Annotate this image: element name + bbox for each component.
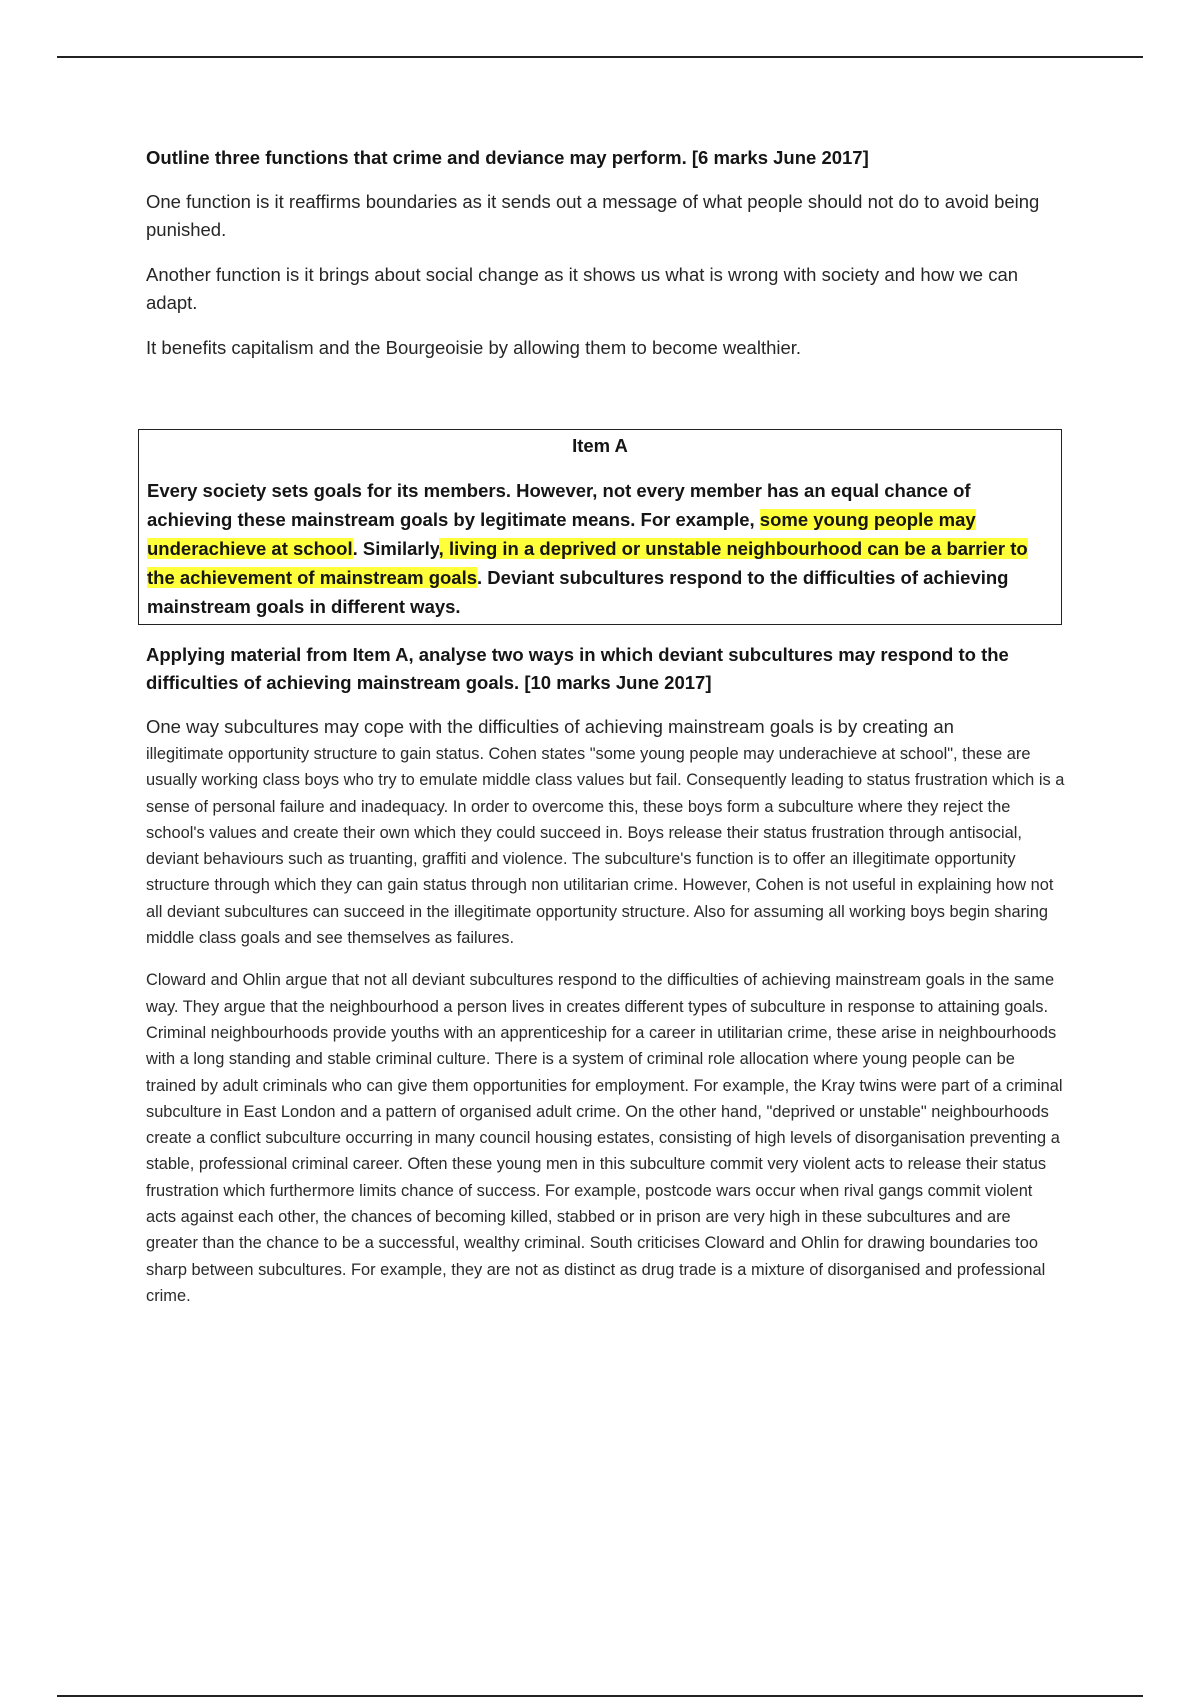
essay-paragraph-2: Cloward and Ohlin argue that not all deviant subcultures respond to the difficulties of achieving mainstream goals in the same way. They argue that the neighbourhood a person lives in creates different types of subculture in response to attaining goals. Criminal neighbourhoods provide youths with an apprenticeship for a career in utilitarian crime, these arise in neighbourhoods with a long standing and stable criminal culture. There is a system of criminal role allocation where young people can be trained by adult criminals who can give them opportunities for employment. For example, the Kray twins were part of a criminal subculture in East London and a pattern of organised adult crime. On the other hand, "deprived or unstable" neighbourhoods create a conflict subculture occurring in many council housing estates, consisting of high levels of disorganisation preventing a stable, professional criminal career. Often these young men in this subculture commit very violent acts to release their status frustration which furthermore limits chance of success. For example, postcode wars occur when rival gangs commit violent acts against each other, the chances of becoming killed, stabbed or in prison are very high in these subcultures and are greater than the chance to be a successful, wealthy criminal. South criticises Cloward and Ohlin for drawing boundaries too sharp between subcultures. For example, they are not as distinct as drug trade is a mixture of disorganised and professional crime. (146, 971, 1063, 1305)
top-divider (57, 56, 1143, 58)
question-1-heading: Outline three functions that crime and deviance may perform. [6 marks June 2017] (146, 147, 869, 168)
item-a-text-segment: . Deviant subcultures respond to the difficulties of achieving mainstream goals in different ways. (147, 567, 1009, 617)
question-2-heading: Applying material from Item A, analyse two ways in which deviant subcultures may respond to the difficulties of achieving mainstream goals. [10 marks June 2017] (146, 644, 1009, 693)
answer-3-paragraph: It benefits capitalism and the Bourgeoisie by allowing them to become wealthier. (146, 337, 802, 358)
answer-2-paragraph: Another function is it brings about social change as it shows us what is wrong with society and how we can adapt. (146, 264, 1019, 313)
essay-paragraph-1-first-line: One way subcultures may cope with the difficulties of achieving mainstream goals is by creating an (146, 716, 954, 737)
item-a-text-segment: Every society sets goals for its members. However, not every member has an equal chance of achieving these mainstream goals by legitimate means. For example, (147, 480, 971, 530)
item-a-highlight-underachieve: some young people may underachieve at school (147, 509, 976, 559)
item-a-highlight-neighbourhood: , living in a deprived or unstable neighbourhood can be a barrier to the achievement of mainstream goals (147, 538, 1028, 588)
document-body (146, 144, 1066, 1325)
item-a-title: Item A (572, 435, 628, 456)
item-a-text (147, 476, 1053, 621)
answer-1-paragraph: One function is it reaffirms boundaries as it sends out a message of what people should not do to avoid being punished. (146, 191, 1040, 240)
essay-paragraph-1: illegitimate opportunity structure to gain status. Cohen states "some young people may underachieve at school", these are usually working class boys who try to emulate middle class values but fail. Consequently leading to status frustration which is a sense of personal failure and inadequacy. In order to overcome this, these boys form a subculture where they reject the school's values and create their own which they could succeed in. Boys release their status frustration through antisocial, deviant behaviours such as truanting, graffiti and violence. The subculture's function is to offer an illegitimate opportunity structure through which they can gain status through non utilitarian crime. However, Cohen is not useful in explaining how not all deviant subcultures can succeed in the illegitimate opportunity structure. Also for assuming all working boys begin sharing middle class goals and see themselves as failures. (146, 745, 1065, 948)
bottom-divider (57, 1695, 1143, 1697)
item-a-box (138, 429, 1062, 625)
item-a-text-segment: . Similarly (352, 538, 439, 559)
